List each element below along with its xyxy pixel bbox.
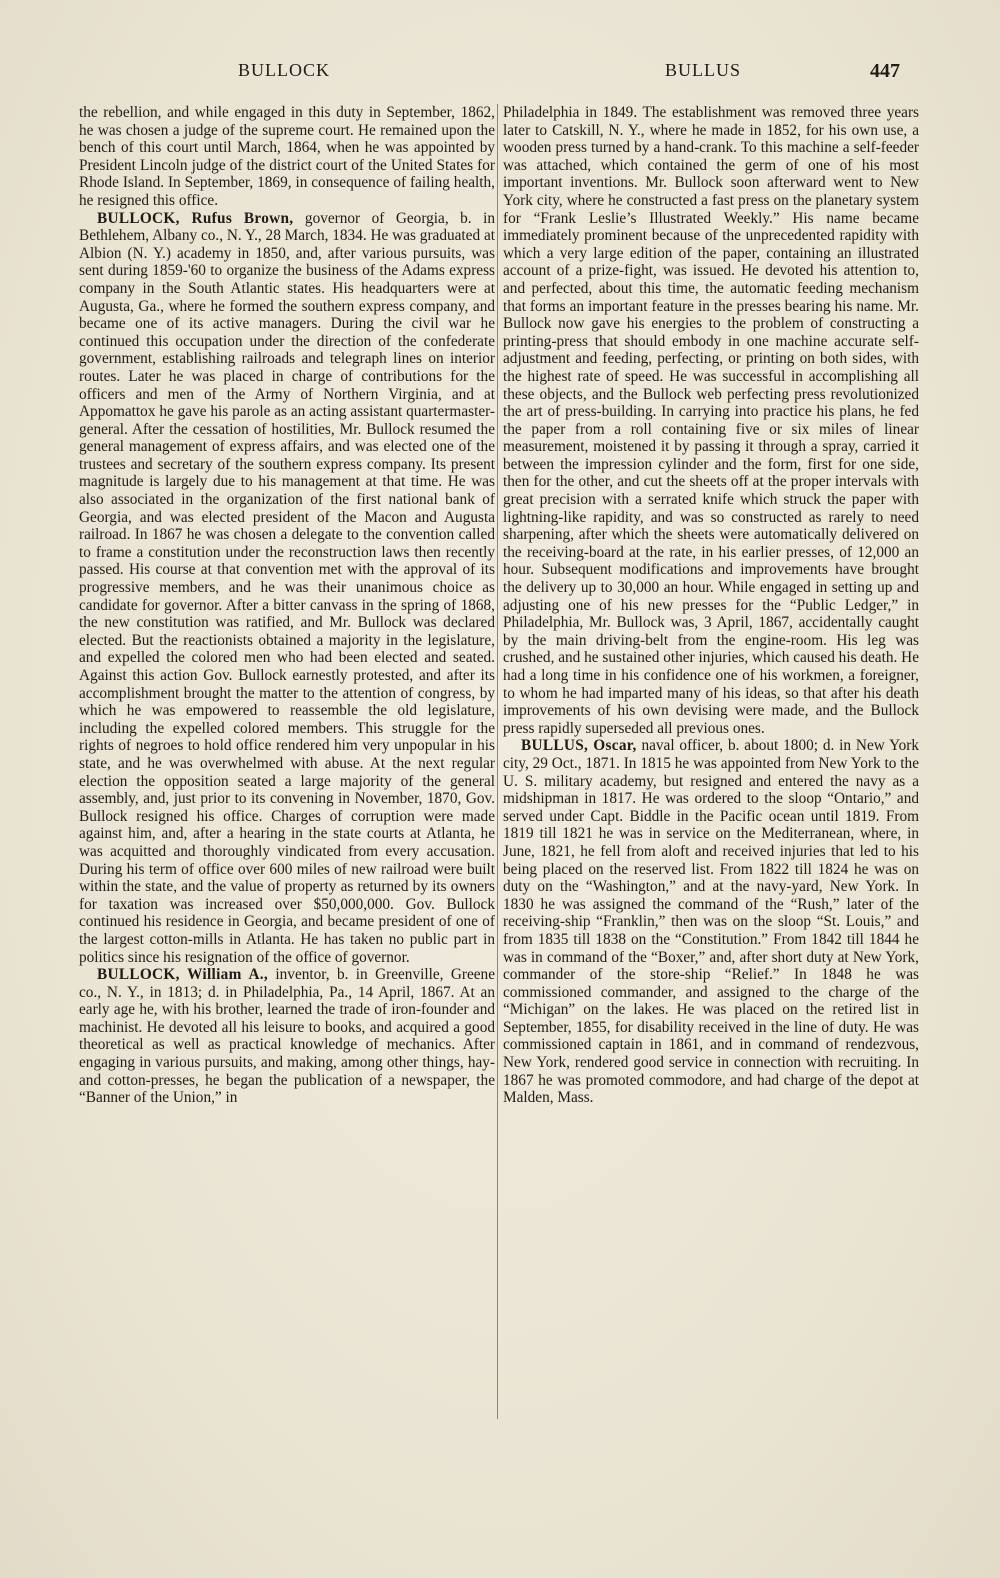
entry-body: governor of Georgia, b. in Bethlehem, Albany co., N. Y., 28 March, 1834. He was graduated at Albion (N. Y.) academy in 1850, and, after various pursuits, was sent during 1859-'60 to organize the business of the Adams express company in the South Atlantic states. His headquarters were at Augusta, Ga., where he formed the southern express company, and became one of its active managers. During the civil war he continued this occupation under the direction of the confederate government, establishing railroads and telegraph lines on interior routes. Later he was placed in charge of contributions for the officers and men of the Army of Northern Virginia, and at Appomattox he gave his parole as an acting assistant quartermaster-general. After the cessation of hostilities, Mr. Bullock resumed the general management of express affairs, and was elected one of the trustees and secretary of the southern express company. Its present magnitude is largely due to his management at that time. He was also associated in the organization of the first national bank of Georgia, and was elected president of the Macon and Augusta railroad. In 1867 he was chosen a delegate to the convention called to frame a constitution under the reconstruction laws then recently passed. His course at that convention met with the approval of its progressive members, and he was their unanimous choice as candidate for governor. After a bitter canvass in the spring of 1868, the new constitution was ratified, and Mr. Bullock was declared elected. But the reactionists obtained a majority in the legislature, and expelled the colored men who had been elected and seated. Against this action Gov. Bullock earnestly protested, and after its accomplishment brought the matter to the attention of congress, by which he was empowered to reassemble the old legislature, including the expelled colored members. This struggle for the rights of negroes to hold office rendered him very unpopular in his state, and he was overwhelmed with abuse. At the next regular election the opposition seated a large majority of the general assembly, and, just prior to its convening in November, 1870, Gov. Bullock resigned his office. Charges of corruption were made against him, and, after a hearing in the state courts at Atlanta, he was acquitted and thoroughly vindicated from every accusation. During his term of office over 600 miles of new railroad were built within the state, and the value of property as returned by its owners for taxation was increased over $50,000,000. Gov. Bullock continued his residence in Georgia, and became president of one of the largest cotton-mills in Atlanta. He has taken no public part in politics since his resignation of the office of governor. — [79, 209, 495, 966]
entry-body: naval officer, b. about 1800; d. in New York city, 29 Oct., 1871. In 1815 he was appointed from New York to the U. S. military academy, but resigned and entered the navy as a midshipman in 1817. He was ordered to the sloop “Ontario,” and served under Capt. Biddle in the Pacific ocean until 1819. From 1819 till 1821 he was in service on the Mediterranean, where, in June, 1821, he fell from aloft and received injuries that led to his being placed on the reserved list. From 1822 till 1824 he was on duty on the “Washington,” and at the navy-yard, New York. In 1830 he was assigned the command of the “Rush,” later of the receiving-ship “Franklin,” then was on the sloop “St. Louis,” and from 1835 till 1838 on the “Constitution.” From 1842 till 1844 he was in command of the “Boxer,” and, after short duty at New York, commander of the store-ship “Relief.” In 1848 he was commissioned commander, and assigned to the charge of the “Michigan” on the lakes. He was placed on the retired list in September, 1855, for disability received in the line of duty. He was commissioned captain in 1861, and in command of rendezvous, New York, rendered good service in connection with recruiting. In 1867 he was promoted commodore, and had charge of the depot at Malden, Mass. — [503, 737, 919, 1107]
entry-body: inventor, b. in Greenville, Greene co., N. Y., in 1813; d. in Philadelphia, Pa., 14 April, 1867. At an early age he, with his brother, learned the trade of iron-founder and machinist. He devoted all his leisure to books, and acquired a good theoretical as well as practical knowledge of mechanics. After engaging in various pursuits, and making, among other things, hay- and cotton-presses, he began the publication of a newspaper, the “Banner of the Union,” in — [79, 966, 495, 1107]
running-head-right: BULLUS — [665, 60, 742, 80]
entry-heading: BULLOCK, William A., — [97, 966, 269, 984]
continued-paragraph: the rebellion, and while engaged in this duty in September, 1862, he was chosen a judge of the supreme court. He remained upon the bench of this court until March, 1864, when he was appointed by President Lincoln judge of the district court of the United States for Rhode Island. In September, 1869, in consequence of failing health, he resigned this office. — [79, 104, 495, 209]
entry-bullus-oscar — [503, 737, 919, 1106]
running-head-left: BULLOCK — [238, 60, 330, 80]
entry-bullock-rufus — [79, 210, 495, 967]
continued-paragraph: Philadelphia in 1849. The establishment was removed three years later to Catskill, N. Y., where he made in 1852, for his own use, a wooden press turned by a hand-crank. To this machine a self-feeder was attached, which contained the germ of one of his most important inventions. Mr. Bullock soon afterward went to New York city, where he constructed a fast press on the planetary system for “Frank Leslie’s Illustrated Weekly.” His name became immediately prominent because of the unprecedented rapidity with which a very large edition of the paper, containing an illustrated account of a prize-fight, was issued. He devoted his attention to, and perfected, about this time, the automatic feeding mechanism that forms an important feature in the presses bearing his name. Mr. Bullock now gave his energies to the problem of constructing a printing-press that should embody in one machine accurate self-adjustment and feeding, perfecting, or printing on both sides, with the highest rate of speed. He was successful in accomplishing all these objects, and the Bullock web perfecting press revolutionized the art of press-building. In carrying into practice his plans, he fed the paper from a roll containing five or six miles of linear measurement, moistened it by passing it through a spray, carried it between the impression cylinder and the form, first for one side, then for the other, and cut the sheets off at the proper intervals with great precision with a serrated knife which struck the paper with lightning-like rapidity, and was so constructed as rarely to need sharpening, after which the sheets were automatically delivered on the receiving-board at the rate, in his earlier presses, of 12,000 an hour. Subsequent modifications and improvements have brought the delivery up to 30,000 an hour. While engaged in setting up and adjusting one of his new presses for the “Public Ledger,” in Philadelphia, Mr. Bullock was, 3 April, 1867, accidentally caught by the main driving-belt from the engine-room. His leg was crushed, and he sustained other injuries, which caused his death. He had a long time in his confidence one of his workmen, a foreigner, to whom he had imparted many of his ideas, so that after his death improvements of his own devising were made, and the Bullock press rapidly superseded all previous ones. — [503, 104, 919, 737]
running-head — [0, 60, 1000, 84]
entry-heading: BULLUS, Oscar, — [521, 737, 637, 755]
entry-bullock-william — [79, 966, 495, 1107]
page-number: 447 — [870, 60, 900, 82]
left-column — [79, 104, 495, 1107]
entry-heading: BULLOCK, Rufus Brown, — [97, 209, 294, 227]
right-column — [503, 104, 919, 1107]
column-divider — [497, 104, 498, 1419]
